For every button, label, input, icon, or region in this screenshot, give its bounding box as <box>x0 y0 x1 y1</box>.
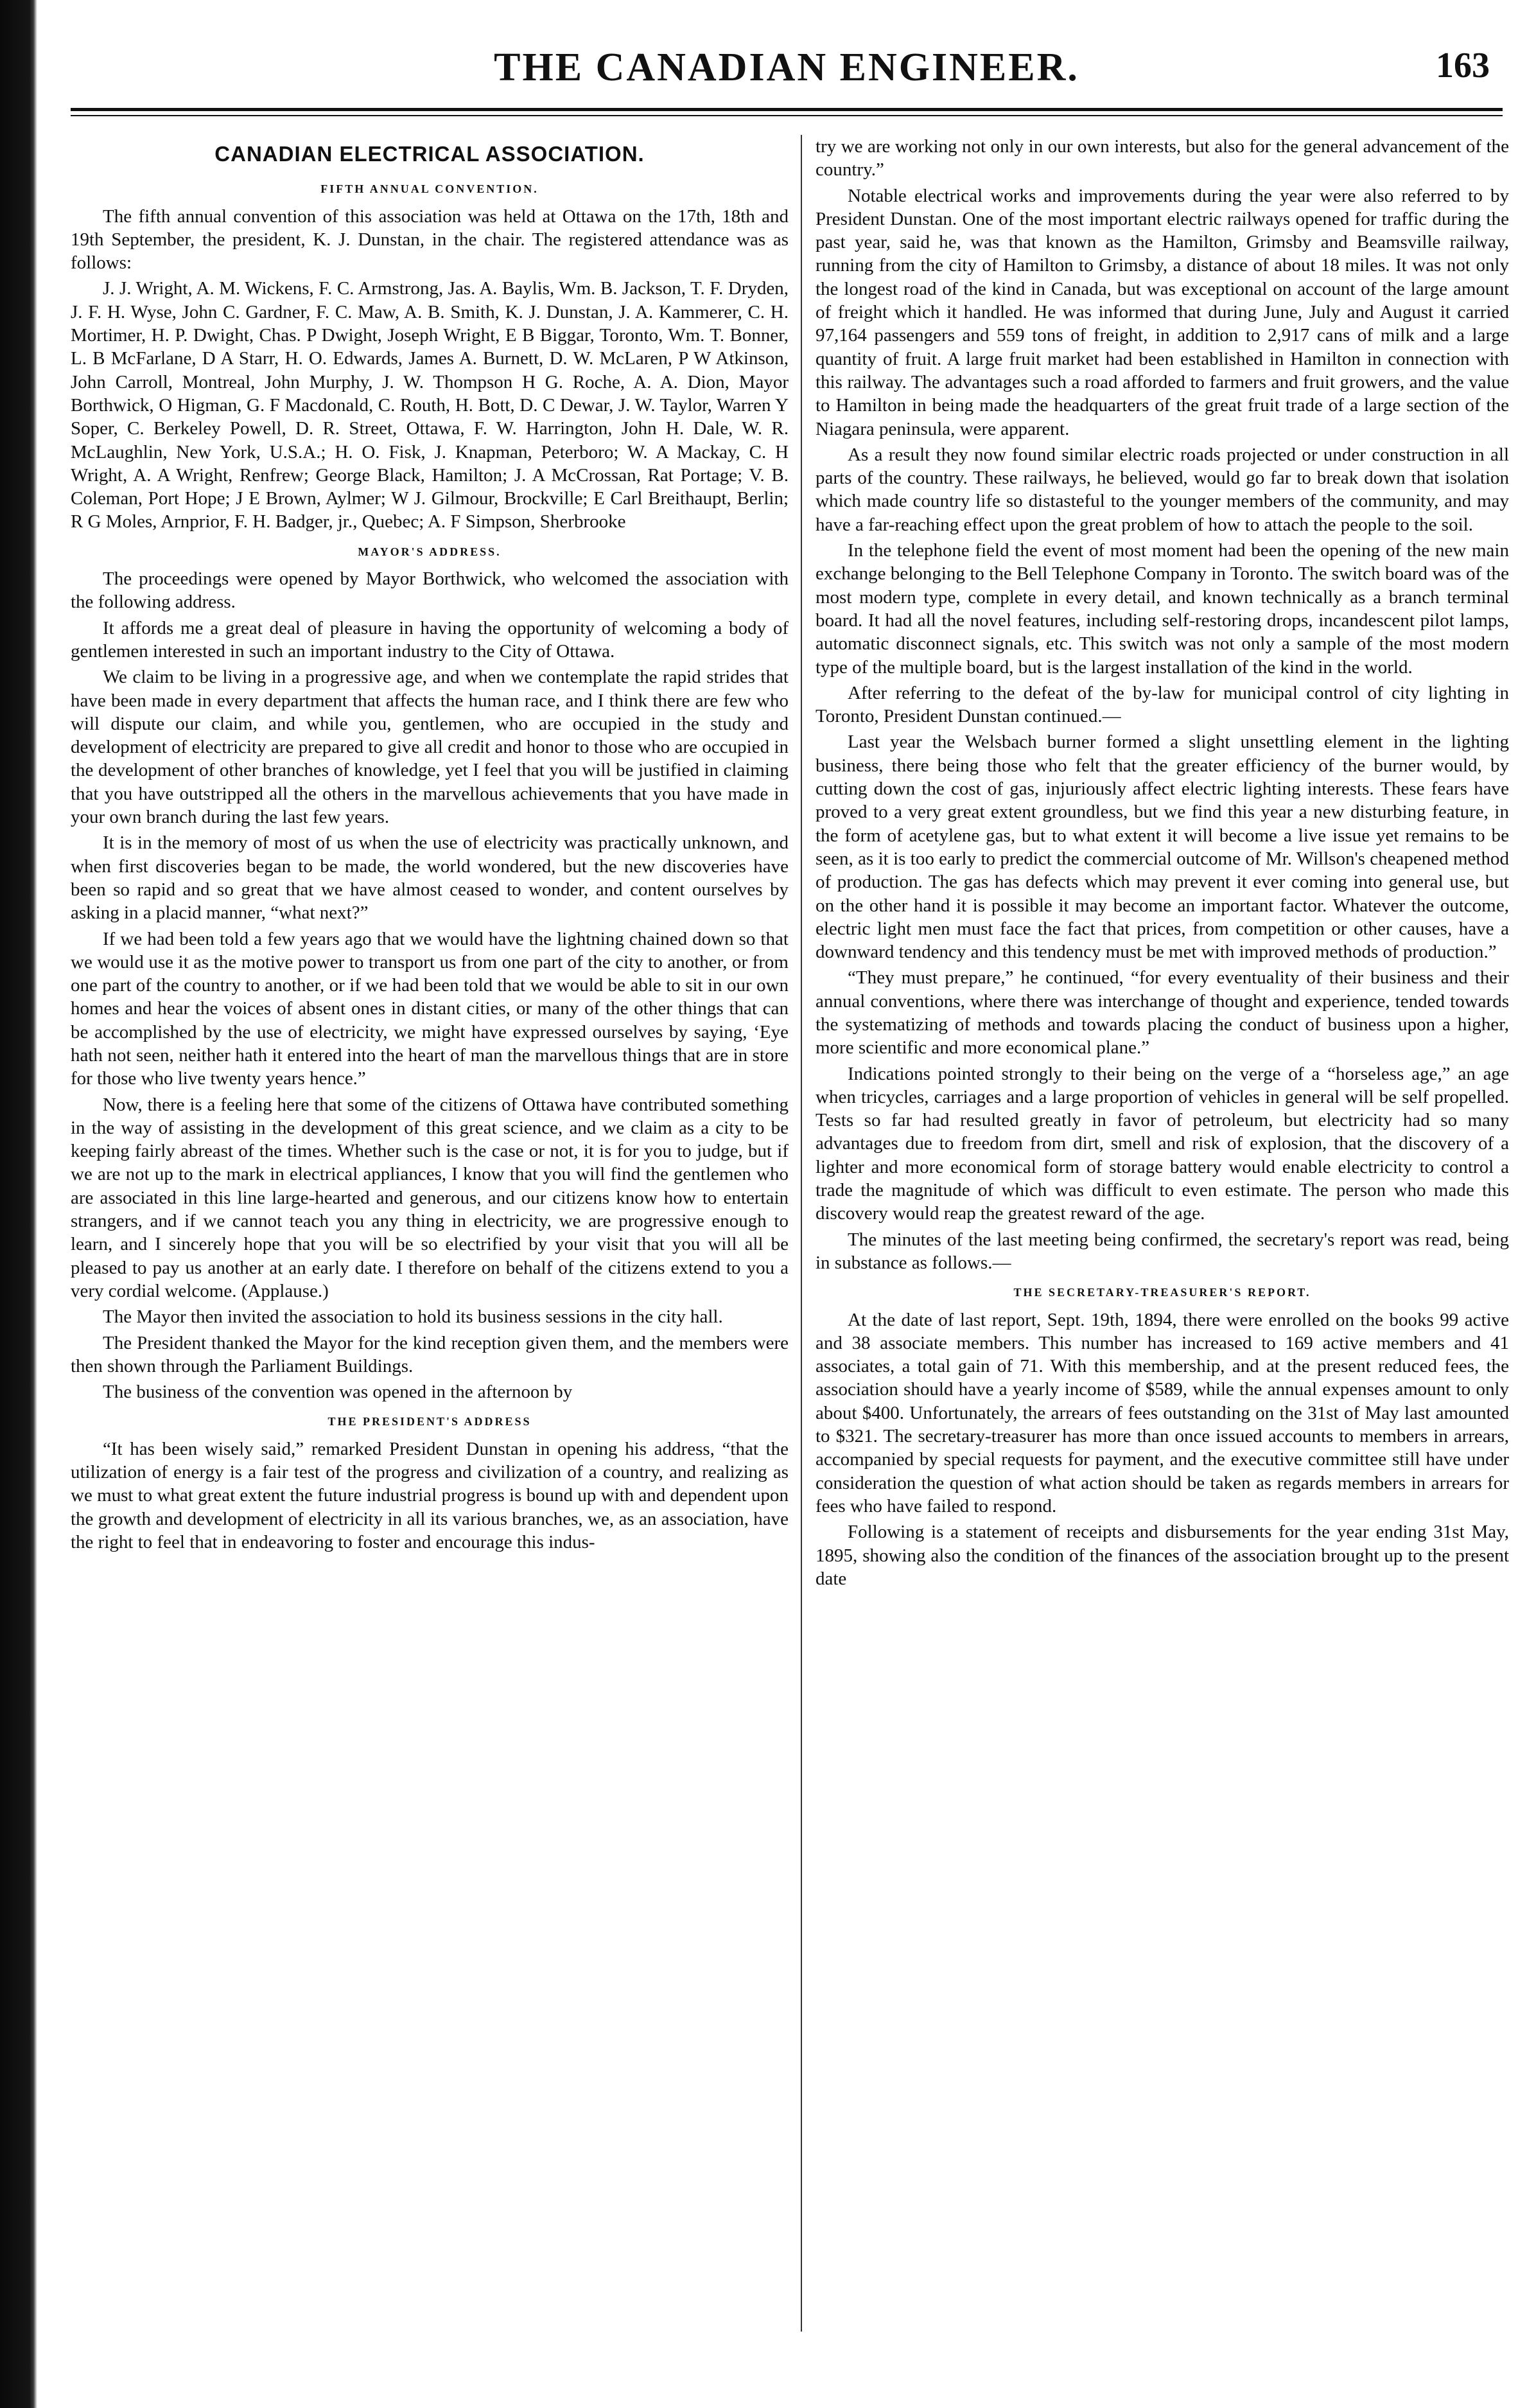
right-column <box>816 135 1509 2370</box>
paragraph: The President thanked the Mayor for the kind reception given them, and the members were then shown through the Parliament Buildings. <box>71 1332 789 1376</box>
paragraph: Notable electrical works and improvements during the year were also referred to by President Dunstan. One of the most important electric railways opened for traffic during the past year, said he, was that known as the Hamilton, Grimsby and Beamsville railway, running from the city of Hamilton to Grimsby, a distance of about 18 miles. It was not only the longest road of the kind in Canada, but was exceptional on account of the large amount of freight which it handled. He was informed that during June, July and August it carried 97,164 passengers and 559 tons of freight, in addition to 2,917 cans of milk and a large quantity of fruit. A large fruit market had been established in Hamilton in connection with this railway. The advantages such a road afforded to farmers and fruit growers, and the value to Hamilton in being made the headquarters of the great fruit trade of a large section of the Niagara peninsula, were apparent. <box>816 185 1509 439</box>
paragraph: We claim to be living in a progressive age, and when we contemplate the rapid strides that have been made in every department that affects the human race, and I think there are few who will dispute our claim, and while you, gentlemen, who are occupied in the study and development of electricity are prepared to give all credit and honor to those who are occupied in the development of other branches of knowledge, yet I feel that you will be justified in claiming that you have outstripped all the others in the marvellous achievements that you have made in your own branch during the last few years. <box>71 667 789 828</box>
paragraph: J. J. Wright, A. M. Wickens, F. C. Armstrong, Jas. A. Baylis, Wm. B. Jackson, T. F. Dryden, J. F. H. Wyse, John C. Gardner, F. C. Maw, A. B. Smith, K. J. Dunstan, J. A. Kammerer, C. H. Mortimer, H. P. Dwight, Chas. P Dwight, Joseph Wright, E B Biggar, Toronto, Wm. T. Bonner, L. B McFarlane, D A Starr, H. O. Edwards, James A. Burnett, D. W. McLaren, P W Atkinson, John Carroll, Montreal, John Murphy, J. W. Thompson H G. Roche, A. A. Dion, Mayor Borthwick, O Higman, G. F Macdonald, C. Routh, H. Bott, D. C Dewar, J. W. Taylor, Warren Y Soper, C. Berkeley Powell, D. R. Street, Ottawa, F. W. Harrington, John H. Dale, W. R. McLaughlin, New York, U.S.A.; H. O. Fisk, J. Knapman, Peterboro; W. A Mackay, C. H Wright, A. A Wright, Renfrew; George Black, Hamilton; J. A McCrossan, Rat Portage; V. B. Coleman, Port Hope; J E Brown, Aylmer; W J. Gilmour, Brockville; E Carl Breithaupt, Berlin; R G Moles, Arnprior, F. H. Badger, jr., Quebec; A. F Simpson, Sherbrooke <box>71 278 789 532</box>
paragraph: Following is a statement of receipts and disbursements for the year ending 31st May, 1895, showing also the condition of the finances of the association brought up to the present date <box>816 1522 1509 1589</box>
article-title: CANADIAN ELECTRICAL ASSOCIATION. <box>214 142 645 166</box>
left-column <box>71 135 789 2370</box>
paragraph: The minutes of the last meeting being confirmed, the secretary's report was read, being in substance as follows.— <box>816 1229 1509 1273</box>
paragraph: If we had been told a few years ago that we would have the lightning chained down so that we would use it as the motive power to transport us from one part of the city to another, or from one part of the country to another, or if we had been told that we would be able to sit in our own homes and hear the voices of absent ones in distant cities, or many of the other things that can be accomplished by the use of electricity, we might have expressed ourselves by saying, ‘Eye hath not seen, neither hath it entered into the heart of man the marvellous things that are in store for those who live twenty years hence.” <box>71 928 789 1089</box>
paragraph: Last year the Welsbach burner formed a slight unsettling element in the lighting business, there being those who felt that the greater efficiency of the burner would, by cutting down the cost of gas, injuriously affect electric lighting interests. These fears have proved to a very great extent groundless, but we find this year a new disturbing feature, in the form of acetylene gas, but to what extent it will become a live issue yet remains to be seen, as it is too early to predict the commercial outcome of Mr. Willson's cheapened method of production. The gas has defects which may prevent it ever coming into general use, but on the other hand it is possible it may become an important factor. Whatever the outcome, electric light men must face the fact that prices, from competition or other causes, have a downward tendency and this tendency must be met with improved methods of production.” <box>816 732 1509 963</box>
left-column-body <box>71 205 789 1554</box>
journal-title: THE CANADIAN ENGINEER. <box>494 46 1079 89</box>
binding-edge <box>0 0 37 2408</box>
page-number: 163 <box>1436 46 1490 85</box>
header-rule <box>71 108 1503 116</box>
paragraph: The business of the convention was opened in the afternoon by <box>103 1382 573 1403</box>
paragraph: try we are working not only in our own interests, but also for the general advancement of the country.” <box>816 136 1509 180</box>
paragraph: Indications pointed strongly to their being on the verge of a “horseless age,” an age when tricycles, carriages and a large proportion of vehicles in general will be self propelled. Tests so far had resulted greatly in favor of petroleum, but electricity had so many advantages due to freedom from dirt, smell and risk of explosion, that the discovery of a lighter and more economical form of storage battery would enable electricity to control a trade the magnitude of which was difficult to even estimate. The person who made this discovery would reap the greatest reward of the age. <box>816 1063 1509 1224</box>
right-column-body <box>816 135 1509 1590</box>
section-heading: THE SECRETARY-TREASURER'S REPORT. <box>1013 1286 1311 1299</box>
section-heading: MAYOR'S ADDRESS. <box>358 545 502 558</box>
paragraph: “It has been wisely said,” remarked President Dunstan in opening his address, “that the utilization of energy is a fair test of the progress and civilization of a country, and realizing as we must to what great extent the future industrial progress is bound up with and dependent upon the growth and development of electricity in all its various branches, we, as an association, have the right to feel that in endeavoring to foster and encourage this indus- <box>71 1438 789 1552</box>
column-divider <box>801 135 802 2332</box>
paragraph: After referring to the defeat of the by-law for municipal control of city lighting in Toronto, President Dunstan continued.— <box>816 682 1509 727</box>
paragraph: The fifth annual convention of this association was held at Ottawa on the 17th, 18th and 19th September, the president, K. J. Dunstan, in the chair. The registered attendance was as follows: <box>71 206 789 274</box>
paragraph: It is in the memory of most of us when the use of electricity was practically unknown, and when first discoveries began to be made, the world wondered, but the new discoveries have been so rapid and so great that we have almost ceased to wonder, and content ourselves by asking in a placid manner, “what next?” <box>71 832 789 924</box>
paragraph: Now, there is a feeling here that some of the citizens of Ottawa have contributed something in the way of assisting in the development of this great science, and we claim as a city to be keeping fairly abreast of the times. Whether such is the case or not, it is for you to judge, but if we are not up to the mark in electrical appliances, I know that you will find the gentlemen who are associated in this line large-hearted and generous, and our citizens know how to entertain strangers, and if we cannot teach you any thing in electricity, we are progressive enough to learn, and I sincerely hope that you will be so electrified by your visit that you will all be pleased to pay us another at an early date. I therefore on behalf of the citizens extend to you a very cordial welcome. (Applause.) <box>71 1094 789 1301</box>
paragraph: At the date of last report, Sept. 19th, 1894, there were enrolled on the books 99 active and 38 associate members. This number has increased to 169 active members and 41 associates, a total gain of 71. With this membership, and at the present reduced fees, the association should have a yearly income of $589, while the annual expenses amount to only about $400. Unfortunately, the arrears of fees outstanding on the 31st of May last amounted to $321. The secretary-treasurer has more than once issued accounts to members in arrears, accompanied by special requests for payment, and the executive committee still have under consideration the question of what action should be taken as regards members in arrears for fees who have failed to respond. <box>816 1309 1509 1516</box>
paragraph: In the telephone field the event of most moment had been the opening of the new main exchange belonging to the Bell Telephone Company in Toronto. The switch board was of the most modern type, complete in every detail, and known technically as a branch terminal board. It had all the novel features, including self-restoring drops, incandescent pilot lamps, automatic disconnect signals, etc. This switch was not only a sample of the most modern type of the multiple board, but is the largest installation of the kind in the world. <box>816 540 1509 678</box>
paragraph: It affords me a great deal of pleasure in having the opportunity of welcoming a body of gentlemen interested in such an important industry to the City of Ottawa. <box>71 617 789 662</box>
page-header <box>71 26 1503 122</box>
paragraph: As a result they now found similar electric roads projected or under construction in all parts of the country. These railways, he believed, would go far to break down that isolation which made country life so distasteful to the younger members of the community, and may have a far-reaching effect upon the great problem of how to attach the people to the soil. <box>816 444 1509 535</box>
paragraph: The Mayor then invited the association to hold its business sessions in the city hall. <box>103 1306 723 1328</box>
paragraph: The proceedings were opened by Mayor Borthwick, who welcomed the association with the following address. <box>71 568 789 613</box>
section-heading: THE PRESIDENT'S ADDRESS <box>327 1415 532 1428</box>
paragraph: “They must prepare,” he continued, “for every eventuality of their business and their annual conventions, where there was interchange of thought and experience, tended towards the systematizing of methods and towards placing the conduct of business upon a higher, more scientific and more economical plane.” <box>816 967 1509 1059</box>
article-subtitle: FIFTH ANNUAL CONVENTION. <box>320 182 539 196</box>
